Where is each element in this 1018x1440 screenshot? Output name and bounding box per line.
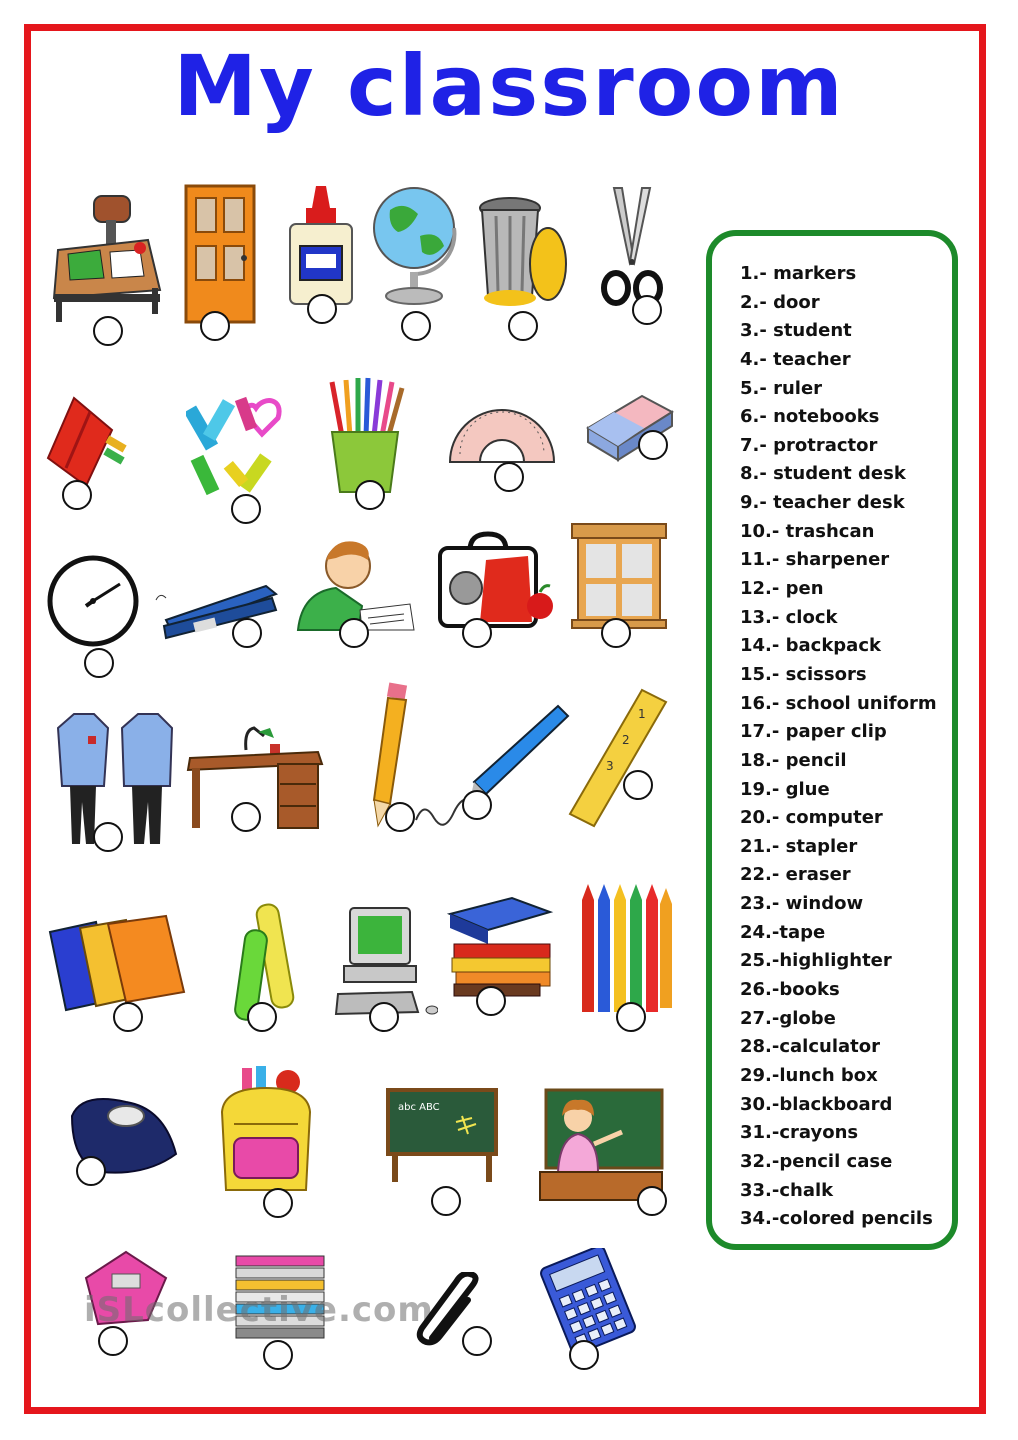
colored-pencils-picture: [324, 376, 406, 494]
answer-circle[interactable]: [62, 480, 92, 510]
crayons-picture: [576, 880, 676, 1016]
word-list-item: 3.- student: [740, 320, 852, 342]
word-list-item: 26.-books: [740, 979, 840, 1001]
word-list-item: 2.- door: [740, 291, 820, 313]
door-picture: [184, 184, 256, 324]
answer-circle[interactable]: [355, 480, 385, 510]
notebooks-picture: [46, 914, 186, 1014]
word-list-box: [706, 230, 958, 1250]
backpack-picture: [216, 1064, 316, 1198]
window-picture: [570, 522, 668, 630]
protractor-picture: [446, 404, 558, 466]
word-list-item: 9.- teacher desk: [740, 492, 905, 514]
answer-circle[interactable]: [98, 1326, 128, 1356]
word-list: [740, 260, 937, 1234]
answer-circle[interactable]: [247, 1002, 277, 1032]
answer-circle[interactable]: [462, 1326, 492, 1356]
word-list-item: 34.-colored pencils: [740, 1208, 933, 1230]
word-list-item: 17.- paper clip: [740, 721, 887, 743]
answer-circle[interactable]: [462, 618, 492, 648]
pen-picture: [414, 700, 572, 832]
word-list-item: 33.-chalk: [740, 1179, 834, 1201]
answer-circle[interactable]: [616, 1002, 646, 1032]
word-list-item: 18.- pencil: [740, 749, 847, 771]
trashcan-picture: [476, 196, 572, 308]
answer-circle[interactable]: [231, 802, 261, 832]
word-list-item: 13.- clock: [740, 606, 838, 628]
svg-text:2: 2: [622, 733, 630, 747]
word-list-item: 12.- pen: [740, 578, 824, 600]
word-list-item: 16.- school uniform: [740, 692, 937, 714]
highlighters-picture: [186, 392, 294, 498]
word-list-item: 15.- scissors: [740, 663, 867, 685]
blackboard-picture: [386, 1088, 498, 1184]
books-picture: [446, 894, 554, 998]
word-list-item: 11.- sharpener: [740, 549, 890, 571]
answer-circle[interactable]: [113, 1002, 143, 1032]
answer-circle[interactable]: [307, 294, 337, 324]
lunch-box-picture: [436, 530, 556, 628]
word-list-item: 20.- computer: [740, 807, 883, 829]
word-list-item: 30.-blackboard: [740, 1093, 893, 1115]
answer-circle[interactable]: [569, 1340, 599, 1370]
ruler-picture: [566, 688, 670, 828]
answer-circle[interactable]: [638, 430, 668, 460]
page-title: My classroom: [173, 37, 845, 135]
student-desk-picture: [48, 190, 166, 325]
word-list-item: 7.- protractor: [740, 434, 878, 456]
word-list-item: 1.- markers: [740, 263, 857, 284]
word-list-item: 29.-lunch box: [740, 1064, 878, 1086]
answer-circle[interactable]: [200, 311, 230, 341]
watermark: iSLcollective.com: [84, 1290, 434, 1330]
word-list-item: 22.- eraser: [740, 864, 851, 886]
answer-circle[interactable]: [601, 618, 631, 648]
word-list-item: 5.- ruler: [740, 377, 823, 399]
answer-circle[interactable]: [385, 802, 415, 832]
answer-circle[interactable]: [462, 790, 492, 820]
clock-picture: [46, 554, 140, 648]
word-list-item: 8.- student desk: [740, 463, 906, 485]
teacher-picture: [538, 1088, 664, 1202]
word-list-item: 21.- stapler: [740, 835, 858, 857]
svg-text:1: 1: [638, 707, 646, 721]
word-list-item: 28.-calculator: [740, 1036, 880, 1058]
answer-circle[interactable]: [637, 1186, 667, 1216]
computer-picture: [334, 904, 438, 1018]
answer-circle[interactable]: [93, 316, 123, 346]
answer-circle[interactable]: [263, 1188, 293, 1218]
answer-circle[interactable]: [339, 618, 369, 648]
word-list-item: 32.-pencil case: [740, 1150, 893, 1172]
glue-picture: [286, 184, 356, 308]
word-list-item: 19.- glue: [740, 778, 830, 800]
word-list-item: 14.- backpack: [740, 635, 881, 657]
word-list-item: 6.- notebooks: [740, 406, 880, 428]
answer-circle[interactable]: [632, 295, 662, 325]
answer-circle[interactable]: [232, 618, 262, 648]
answer-circle[interactable]: [623, 770, 653, 800]
word-list-item: 31.-crayons: [740, 1122, 859, 1144]
answer-circle[interactable]: [263, 1340, 293, 1370]
answer-circle[interactable]: [93, 822, 123, 852]
word-list-item: 24.-tape: [740, 921, 826, 943]
word-list-item: 27.-globe: [740, 1007, 836, 1029]
answer-circle[interactable]: [476, 986, 506, 1016]
word-list-item: 4.- teacher: [740, 348, 851, 370]
svg-text:3: 3: [606, 759, 614, 773]
scissors-picture: [600, 184, 664, 308]
word-list-item: 10.- trashcan: [740, 520, 875, 542]
answer-circle[interactable]: [401, 311, 431, 341]
answer-circle[interactable]: [508, 311, 538, 341]
answer-circle[interactable]: [431, 1186, 461, 1216]
pencil-case-picture: [46, 396, 132, 488]
word-list-item: 23.- window: [740, 893, 864, 915]
globe-picture: [370, 180, 462, 308]
answer-circle[interactable]: [76, 1156, 106, 1186]
word-list-item: 25.-highlighter: [740, 950, 892, 972]
answer-circle[interactable]: [369, 1002, 399, 1032]
blackboard-text: abc ABC: [398, 1102, 440, 1113]
answer-circle[interactable]: [84, 648, 114, 678]
answer-circle[interactable]: [231, 494, 261, 524]
answer-circle[interactable]: [494, 462, 524, 492]
calculator-picture: [540, 1248, 636, 1352]
